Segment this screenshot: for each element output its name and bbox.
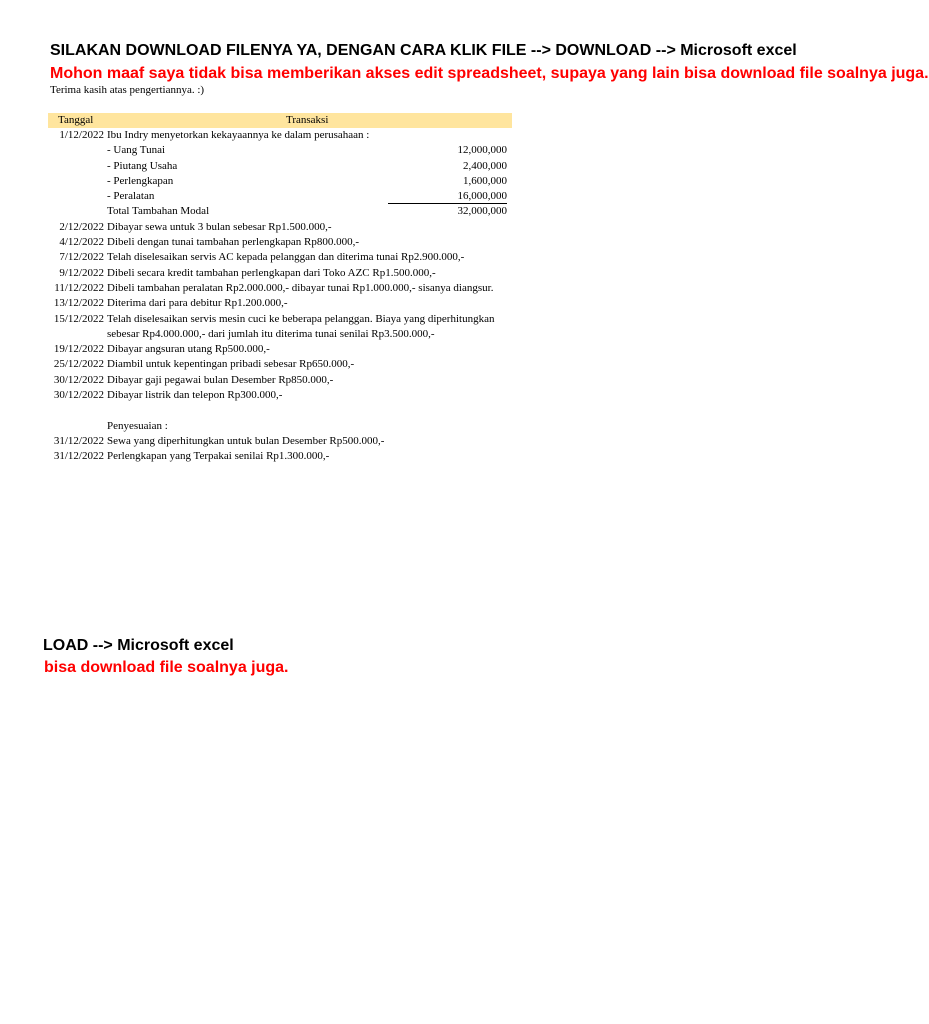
table-row xyxy=(48,204,518,219)
row-date: 4/12/2022 xyxy=(59,236,104,249)
row-transaction: sebesar Rp4.000.000,- dari jumlah itu diterima tunai senilai Rp3.500.000,- xyxy=(107,327,435,340)
row-date: 1/12/2022 xyxy=(59,129,104,141)
table-row xyxy=(48,250,518,265)
row-date: 31/12/2022 xyxy=(53,434,104,447)
row-transaction: Dibeli dengan tunai tambahan perlengkapan Rp800.000,- xyxy=(107,236,360,249)
table-row xyxy=(48,159,518,174)
table-row xyxy=(48,189,518,204)
row-transaction: Dibayar gaji pegawai bulan Desember Rp850.000,- xyxy=(107,373,334,386)
row-date: 2/12/2022 xyxy=(59,220,104,233)
row-amount: 32,000,000 xyxy=(457,205,507,218)
table-row xyxy=(48,403,518,418)
table-row xyxy=(48,174,518,189)
table-row xyxy=(48,220,518,235)
header-transaction: Transaksi xyxy=(286,114,329,126)
table-row xyxy=(48,128,518,143)
row-transaction: Dibeli tambahan peralatan Rp2.000.000,- dibayar tunai Rp1.000.000,- sisanya diangsur. xyxy=(107,281,494,294)
thanks-line: Terima kasih atas pengertiannya. :) xyxy=(50,84,205,96)
row-date: 30/12/2022 xyxy=(53,389,104,402)
table-row xyxy=(48,419,518,434)
row-transaction: - Uang Tunai xyxy=(107,144,166,157)
row-transaction: Diterima dari para debitur Rp1.200.000,- xyxy=(107,297,288,310)
row-amount: 2,400,000 xyxy=(463,159,507,172)
row-transaction: Dibayar listrik dan telepon Rp300.000,- xyxy=(107,389,283,402)
row-date: 25/12/2022 xyxy=(53,358,104,371)
table-row xyxy=(48,327,518,342)
table-body xyxy=(48,128,518,465)
table-row xyxy=(48,235,518,250)
row-transaction: Dibeli secara kredit tambahan perlengkapan dari Toko AZC Rp1.500.000,- xyxy=(107,266,436,279)
row-transaction: Sewa yang diperhitungkan untuk bulan Desember Rp500.000,- xyxy=(107,434,385,447)
table-row xyxy=(48,342,518,357)
row-transaction: Penyesuaian : xyxy=(107,419,168,432)
table-row xyxy=(48,373,518,388)
table-row xyxy=(48,388,518,403)
row-date: 9/12/2022 xyxy=(59,266,104,279)
row-date: 7/12/2022 xyxy=(59,251,104,264)
table-header xyxy=(48,113,512,128)
row-transaction: Ibu Indry menyetorkan kekayaannya ke dalam perusahaan : xyxy=(107,129,370,141)
table-row xyxy=(48,434,518,449)
row-transaction: - Peralatan xyxy=(107,190,155,203)
row-date: 30/12/2022 xyxy=(53,373,104,386)
table-row xyxy=(48,143,518,158)
row-transaction: - Piutang Usaha xyxy=(107,159,178,172)
row-date: 15/12/2022 xyxy=(53,312,104,325)
table-row xyxy=(48,449,518,464)
instruction-heading: SILAKAN DOWNLOAD FILENYA YA, DENGAN CARA KLIK FILE --> DOWNLOAD --> Microsoft excel xyxy=(50,42,797,59)
row-date: 19/12/2022 xyxy=(53,343,104,356)
row-transaction: Dibayar sewa untuk 3 bulan sebesar Rp1.500.000,- xyxy=(107,220,332,233)
row-transaction: Diambil untuk kepentingan pribadi sebesar Rp650.000,- xyxy=(107,358,355,371)
row-transaction: - Perlengkapan xyxy=(107,174,174,187)
row-transaction: Telah diselesaikan servis mesin cuci ke beberapa pelanggan. Biaya yang diperhitungkan xyxy=(107,312,495,325)
header-date: Tanggal xyxy=(58,114,94,126)
table-row xyxy=(48,266,518,281)
row-date: 31/12/2022 xyxy=(53,450,104,463)
table-row xyxy=(48,281,518,296)
row-transaction: Total Tambahan Modal xyxy=(107,205,210,218)
row-date: 13/12/2022 xyxy=(53,297,104,310)
row-date: 11/12/2022 xyxy=(54,281,104,294)
notice-line: Mohon maaf saya tidak bisa memberikan akses edit spreadsheet, supaya yang lain bisa download file soalnya juga. xyxy=(50,65,929,82)
table-row xyxy=(48,357,518,372)
table-row xyxy=(48,312,518,327)
transaction-table xyxy=(48,113,518,465)
row-amount: 12,000,000 xyxy=(457,144,507,157)
instruction-heading-continued: LOAD --> Microsoft excel xyxy=(43,637,234,654)
table-row xyxy=(48,296,518,311)
row-transaction: Dibayar angsuran utang Rp500.000,- xyxy=(107,343,270,356)
row-transaction: Telah diselesaikan servis AC kepada pelanggan dan diterima tunai Rp2.900.000,- xyxy=(107,251,465,264)
row-amount: 1,600,000 xyxy=(463,174,507,187)
row-amount: 16,000,000 xyxy=(388,189,507,204)
row-transaction: Perlengkapan yang Terpakai senilai Rp1.300.000,- xyxy=(107,450,330,463)
notice-line-continued: bisa download file soalnya juga. xyxy=(44,659,289,676)
